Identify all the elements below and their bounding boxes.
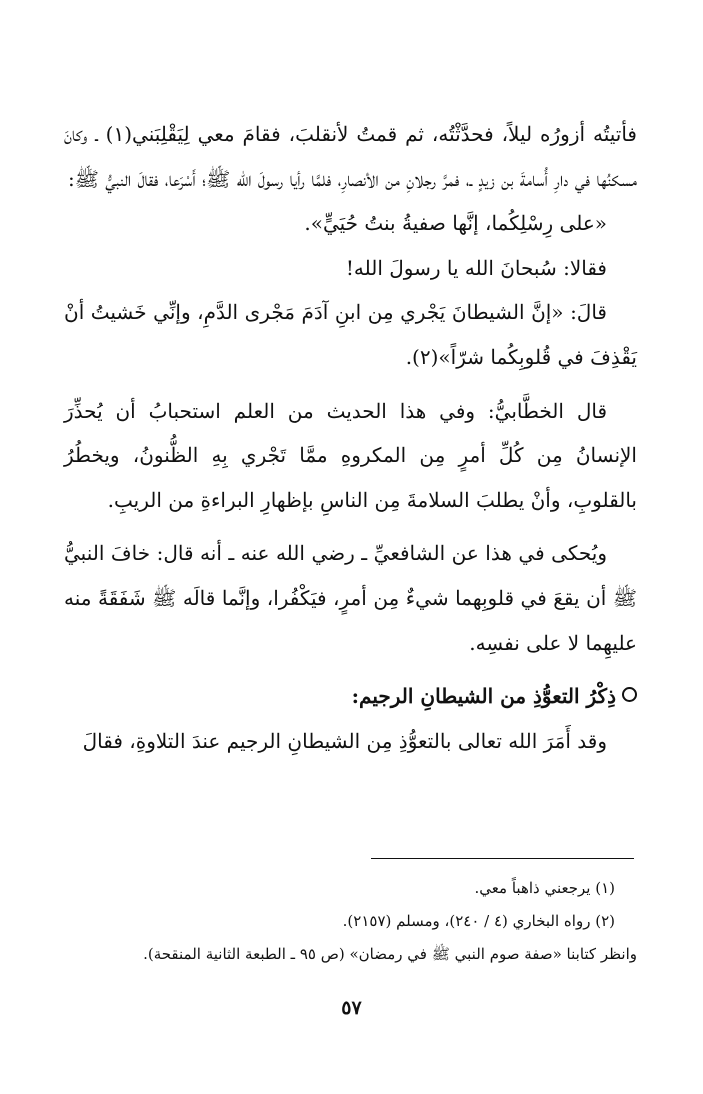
paragraph-subhanallah: فقالا: سُبحانَ الله يا رسولَ الله! (345, 255, 607, 280)
footnote-divider (371, 858, 634, 859)
main-text (64, 112, 637, 763)
paragraph-khattabi: قال الخطَّابيُّ: وفي هذا الحديث من العلم استحبابُ أن يُحذِّرَ الإنسانُ مِن كُلِّ أمرٍ مِن المكروهِ ممَّا تَجْري بِهِ الظُّنونُ، ويخطُرُ بالقلوبِ، وأنْ يطلبَ السلامةَ مِن الناسِ بإظهارِ البراءةِ من الريبِ. (64, 398, 637, 512)
paragraph-quote-safiyya: «على رِسْلِكُما، إنَّها صفيةُ بنتُ حُيَيٍّ». (304, 211, 607, 236)
paragraph-visit: فأتيتُه أزورُه ليلاً، فحدَّثْتُه، ثم قمتُ لأنقلبَ، فقامَ معي لِيَقْلِبَني(١) ـ وكانَ مسكنُها في دارِ أُسامةَ بن زيدٍ ـ، فمرَّ رجلانِ من الأنصارِ، فلمَّا رأيا رسولَ الله ﷺ؛ أَسْرَعا، فقالَ النبيُّ ﷺ: (64, 122, 637, 191)
paragraph-shaytan-hadith: قالَ: «إنَّ الشيطانَ يَجْري مِن ابنِ آدَمَ مَجْرى الدَّمِ، وإنِّي خَشيتُ أنْ يَقْذِفَ في قُلوبِكُما شرّاً»(٢). (64, 300, 637, 369)
footnote-2: (٢) رواه البخاري (٤ / ٢٤٠)، ومسلم (٢١٥٧). (342, 912, 615, 930)
section-heading-text: ذِكْرُ التعوُّذِ من الشيطانِ الرجيم: (351, 684, 616, 709)
circle-bullet-icon (622, 687, 637, 702)
paragraph-shafii: ويُحكى في هذا عن الشافعيِّ ـ رضي الله عنه ـ أنه قال: خافَ النبيُّ ﷺ أن يقعَ في قلوبِهما شيءٌ مِن أمرٍ، فيَكْفُرا، وإنَّما قالَه ﷺ شَفَقَةً منه عليهِما لا على نفسِه. (64, 541, 637, 655)
footnote-2-continued: وانظر كتابنا «صفة صوم النبي ﷺ في رمضان» (ص ٩٥ ـ الطبعة الثانية المنقحة). (143, 945, 637, 963)
page-number: ٥٧ (341, 997, 362, 1019)
section-heading (64, 674, 637, 719)
paragraph-taawwudh: وقد أَمَرَ الله تعالى بالتعوُّذِ مِن الشيطانِ الرجيم عندَ التلاوةِ، فقالَ (82, 728, 607, 753)
footnote-1: (١) يرجعني ذاهباً معي. (474, 879, 615, 897)
footnotes (64, 872, 637, 971)
